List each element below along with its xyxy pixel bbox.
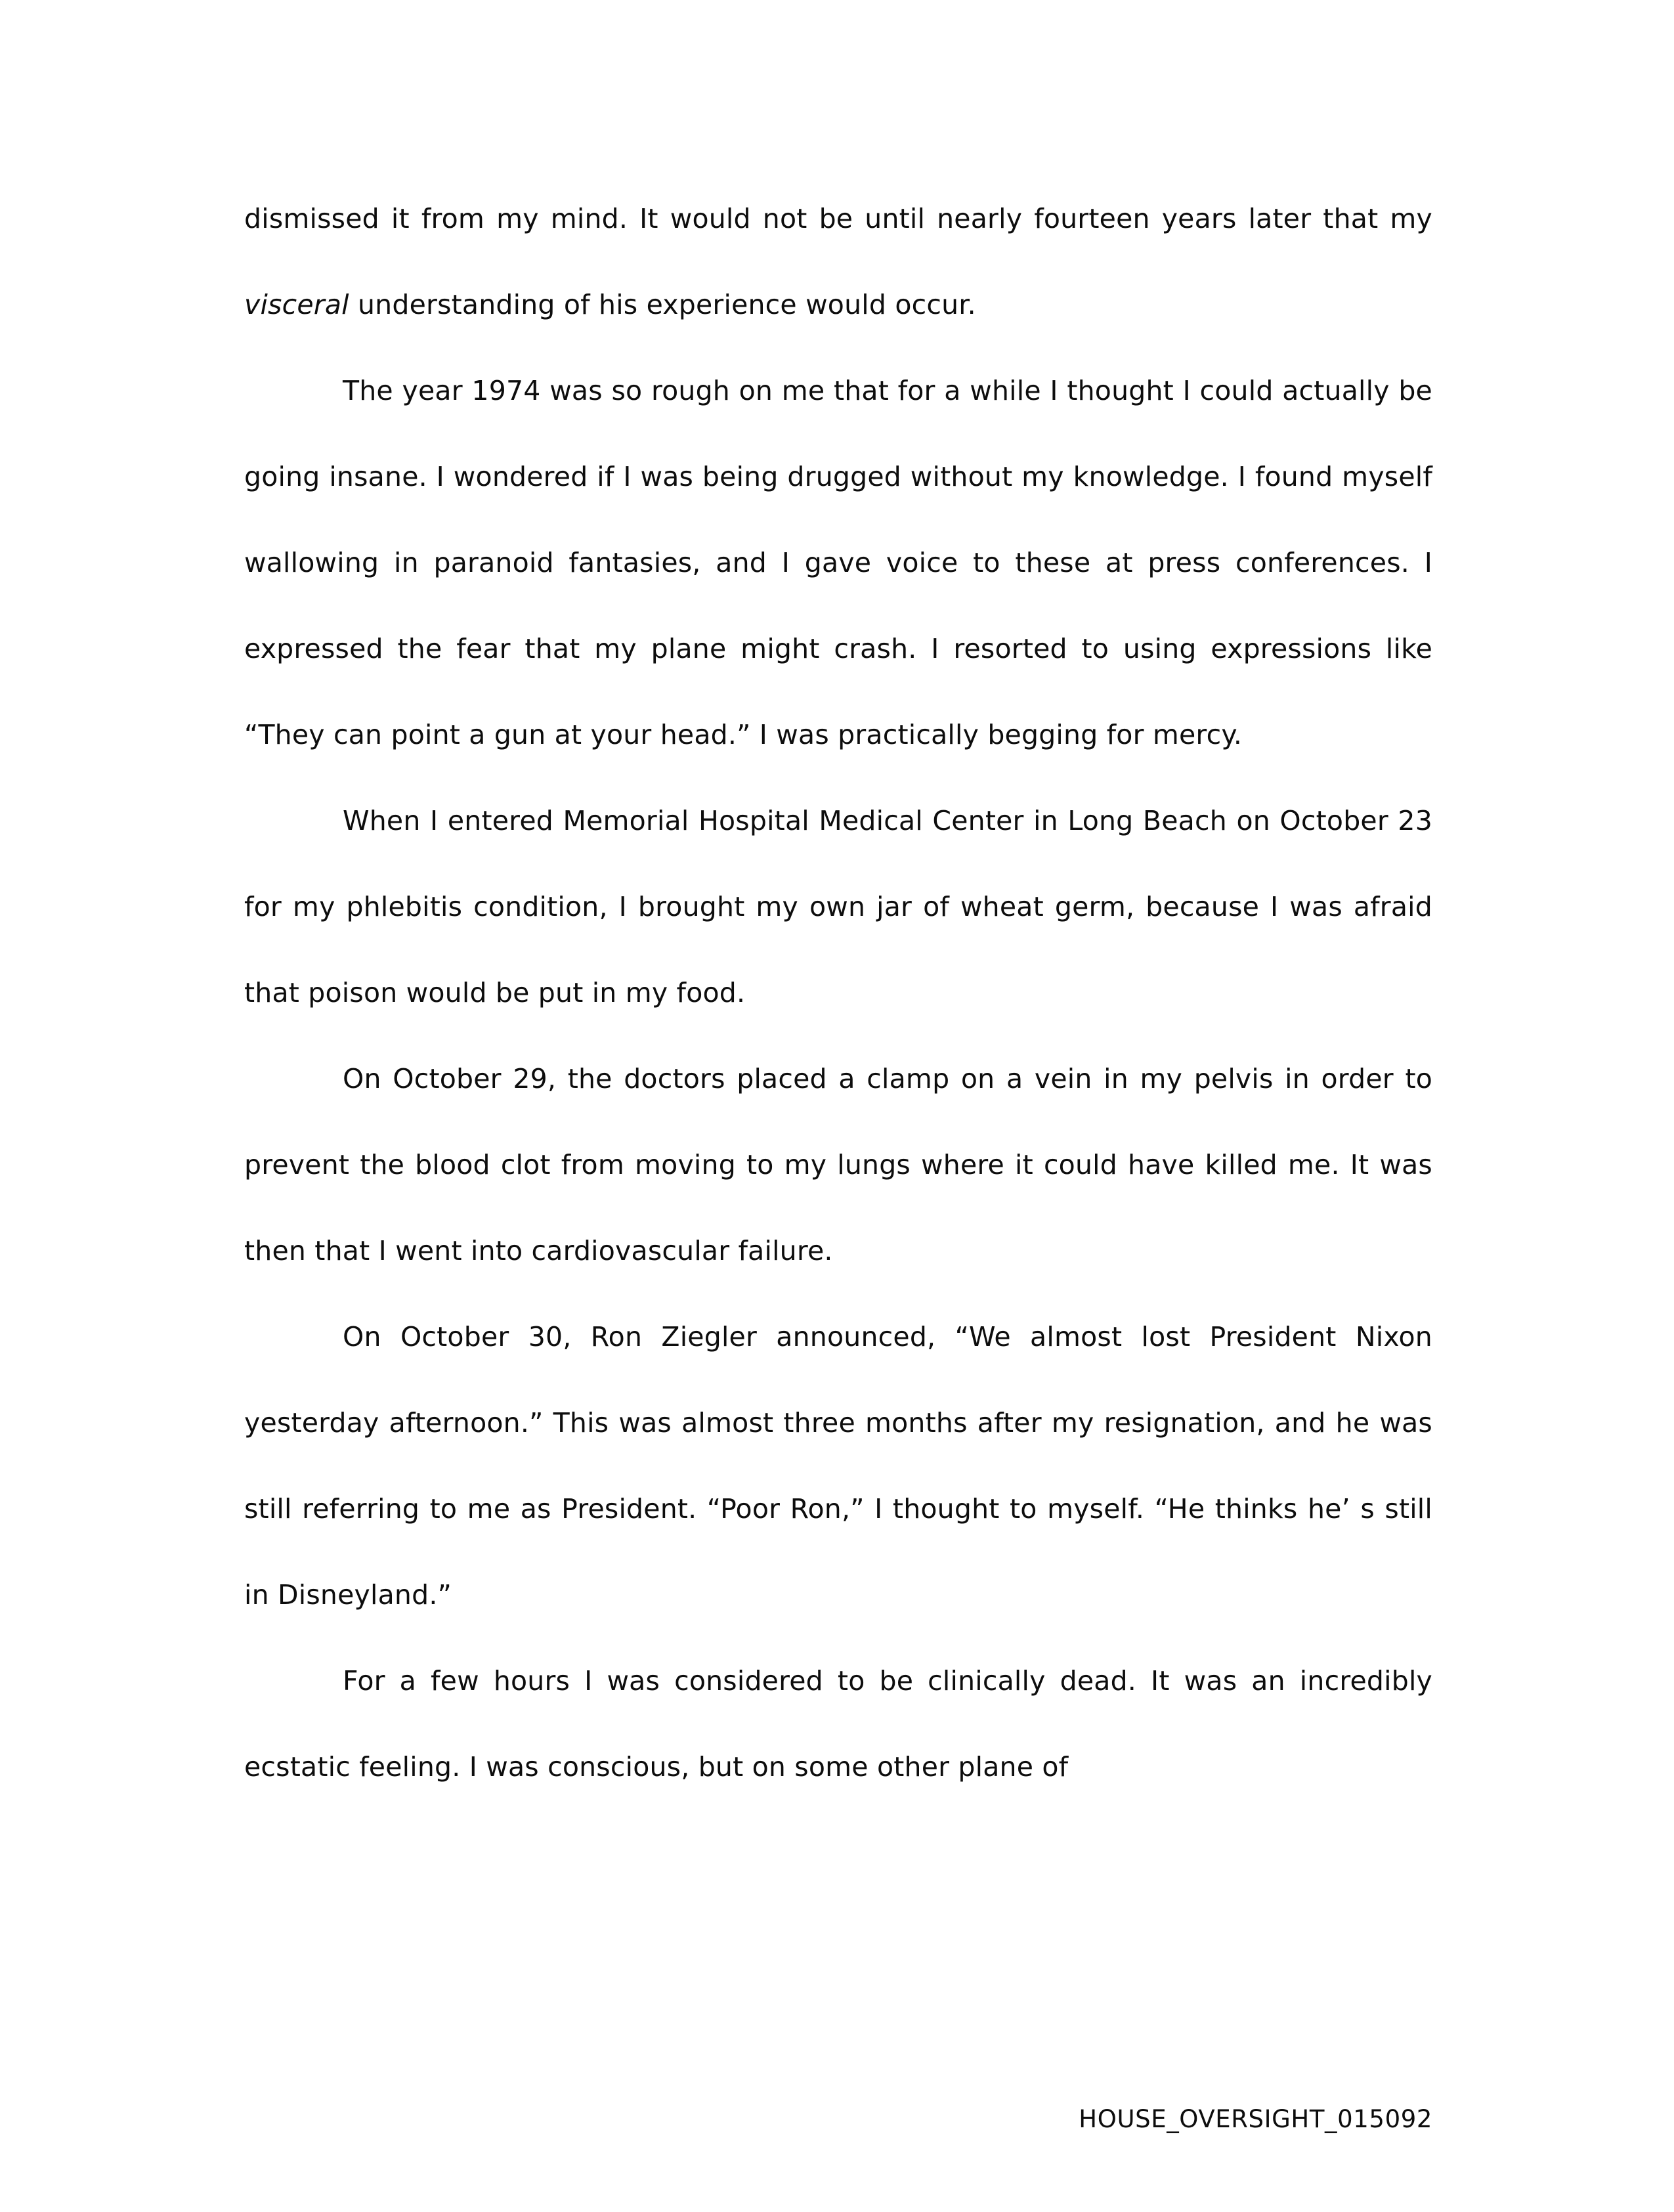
paragraph-text: On October 30, Ron Ziegler announced, “We almost lost President Nixon yesterday afternoon.” This was almost three months after my resignation, and he was still referring to me as President. “Poor Ron,” I thought to myself. “He thinks he’ s still in Disneyland.” [244, 1321, 1432, 1611]
document-body [244, 176, 1432, 1810]
paragraph-text: dismissed it from my mind. It would not be until nearly fourteen years later that my [244, 203, 1432, 234]
paragraph-text: When I entered Memorial Hospital Medical Center in Long Beach on October 23 for my phlebitis condition, I brought my own jar of wheat germ, because I was afraid that poison would be put in my food. [244, 805, 1432, 1008]
bates-stamp: HOUSE_OVERSIGHT_015092 [1079, 2105, 1432, 2133]
paragraph-text-italic: visceral [244, 289, 349, 320]
paragraph-text: On October 29, the doctors placed a clamp on a vein in my pelvis in order to prevent the blood clot from moving to my lungs where it could have killed me. It was then that I went into cardiovascular failure. [244, 1063, 1432, 1267]
paragraph [244, 176, 1432, 348]
paragraph-text: For a few hours I was considered to be clinically dead. It was an incredibly ecstatic feeling. I was conscious, but on some other plane of [244, 1665, 1432, 1783]
paragraph-text: understanding of his experience would occur. [349, 289, 976, 320]
paragraph-text: The year 1974 was so rough on me that for a while I thought I could actually be going insane. I wondered if I was being drugged without my knowledge. I found myself wallowing in paranoid fantasies, and I gave voice to these at press conferences. I expressed the fear that my plane might crash. I resorted to using expressions like “They can point a gun at your head.” I was practically begging for mercy. [244, 375, 1432, 750]
paragraph [244, 1036, 1432, 1294]
paragraph [244, 348, 1432, 778]
paragraph [244, 1638, 1432, 1810]
paragraph [244, 778, 1432, 1036]
paragraph [244, 1294, 1432, 1638]
